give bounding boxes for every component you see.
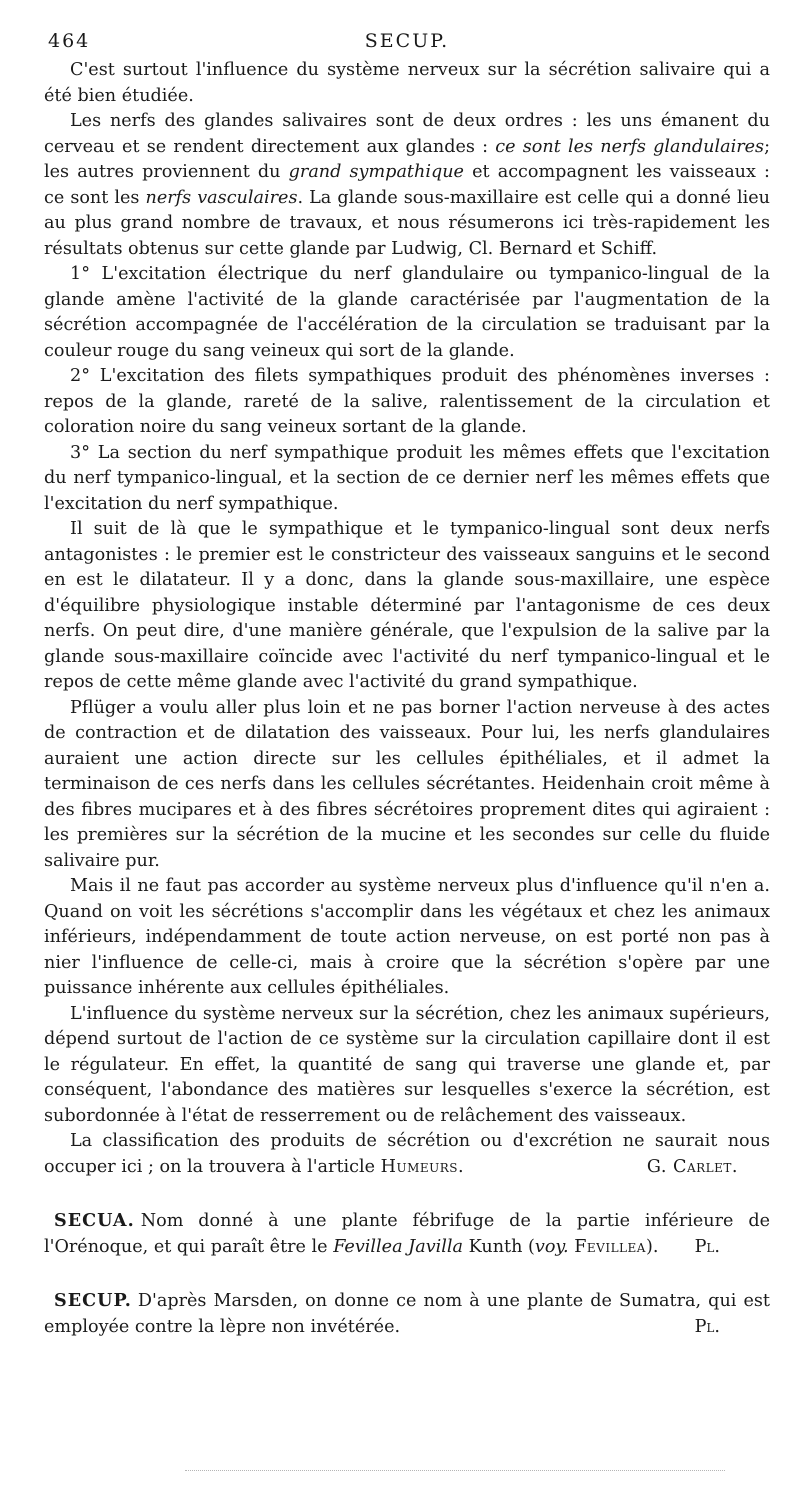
paragraph: C'est surtout l'influence du système nerveux sur la sécrétion salivaire qui a été bien étudiée.: [44, 60, 770, 106]
text-run: ; les autres proviennent du: [44, 136, 770, 182]
paragraph: Il suit de là que le sympathique et le tympanico-lingual sont deux nerfs antagonistes : le premier est le constricteur des vaisseaux sanguins et le second en est le dilatateur. Il y a donc, dans la glande sous-maxillaire, une espèce d'équilibre physiologique instable déterminé par l'antagonisme de ces deux nerfs. On peut dire, d'une manière générale, que l'expulsion de la salive par la glande sous-maxillaire coïncide avec l'activité du nerf tympanico-lingual et le repos de cette même glande avec l'activité du grand sympathique.: [44, 519, 770, 692]
page-number: 464: [48, 30, 91, 52]
article-body: [44, 58, 770, 1180]
paragraph: [44, 1129, 770, 1180]
entry-text: [44, 1208, 770, 1260]
running-head: [44, 30, 770, 58]
author-initials: Pl.: [694, 1316, 720, 1337]
text-run: et accompagnent les vaisseaux : ce sont les: [44, 162, 770, 208]
text-run: Kunth (: [463, 1236, 535, 1257]
paragraph: Mais il ne faut pas accorder au système nerveux plus d'influence qu'il n'en a. Quand on voit les sécrétions s'accomplir dans les végétaux et chez les animaux inférieurs, indépendamment de toute action nerveuse, on est porté non pas à nier l'influence de celle-ci, mais à croire que la sécrétion s'opère par une puissance inhérente aux cellules épithéliales.: [44, 876, 770, 998]
text-run: La classification des produits de sécrétion ou d'excrétion ne saurait nous occuper ici ; on la trouvera à l'article: [44, 1131, 770, 1177]
italic-run: grand sympathique: [288, 162, 464, 182]
headword: SECUA.: [54, 1210, 135, 1231]
cross-reference: Humeurs: [380, 1156, 459, 1177]
paragraph: Pflüger a voulu aller plus loin et ne pas borner l'action nerveuse à des actes de contraction et de dilatation des vaisseaux. Pour lui, les nerfs glandulaires auraient une action directe sur les cellules épithéliales, et il admet la terminaison de ces nerfs dans les cellules sécrétantes. Heidenhain croit même à des fibres mucipares et à des fibres sécrétoires proprement dites qui agiraient : les premières sur la sécrétion de la mucine et les secondes sur celle du fluide salivaire pur.: [44, 697, 770, 871]
italic-run: nerfs vasculaires: [145, 187, 298, 208]
paragraph: 3° La section du nerf sympathique produit les mêmes effets que l'excitation du nerf tympanico-lingual, et la section de ce dernier nerf les mêmes effets que l'excitation du nerf sympathique.: [44, 442, 770, 514]
paragraph: L'influence du système nerveux sur la sécrétion, chez les animaux supérieurs, dépend surtout de l'action de ce système sur la circulation capillaire dont il est le régulateur. En effet, la quantité de sang qui traverse une glande et, par conséquent, l'abondance des matières sur lesquelles s'exerce la sécrétion, est subordonnée à l'état de resserrement ou de relâchement des vaisseaux.: [44, 1003, 770, 1126]
running-title: SECUP.: [364, 30, 450, 52]
text-run: Nom donné à une plante fébrifuge de la partie inférieure de l'Orénoque, et qui paraît être le: [44, 1211, 770, 1257]
italic-run: Fevillea Javilla: [333, 1236, 464, 1257]
entry-secup: [44, 1288, 770, 1340]
footer-dotted-rule: [185, 1470, 725, 1473]
entry-secua: [44, 1208, 770, 1260]
author-initials: Pl.: [694, 1236, 720, 1257]
paragraph: 2° L'excitation des filets sympathiques produit des phénomènes inverses : repos de la glande, rareté de la salive, ralentissement de la circulation et coloration noire du sang veineux sortant de la glande.: [44, 366, 770, 437]
page: [44, 30, 770, 1340]
text-run: .: [458, 1156, 464, 1177]
italic-run: ce sont les nerfs glandulaires: [495, 136, 765, 157]
text-run: D'après Marsden, on donne ce nom à une plante de Sumatra, qui est employée contre la lèpre non invétérée.: [44, 1291, 770, 1337]
text-run: . La glande sous-maxillaire est celle qui a donné lieu au plus grand nombre de travaux, et nous résumerons ici très-rapidement les résultats obtenus sur cette glande par Ludwig, Cl. Bernard et Schiff.: [44, 187, 770, 259]
italic-run: voy.: [534, 1236, 569, 1257]
headword: SECUP.: [54, 1290, 132, 1311]
author-signature: G. Carlet.: [646, 1156, 738, 1177]
text-run: ).: [645, 1236, 659, 1257]
entry-text: [44, 1288, 770, 1340]
text-run: Les nerfs des glandes salivaires sont de deux ordres : les uns émanent du cerveau et se rendent directement aux glandes :: [44, 111, 770, 157]
cross-reference: Fevillea: [574, 1236, 646, 1257]
paragraph: [44, 109, 770, 262]
paragraph: 1° L'excitation électrique du nerf glandulaire ou tympanico-lingual de la glande amène l'activité de la glande caractérisée par l'augmentation de la sécrétion accompagnée de l'accélération de la circulation se traduisant par la couleur rouge du sang veineux qui sort de la glande.: [44, 264, 770, 361]
